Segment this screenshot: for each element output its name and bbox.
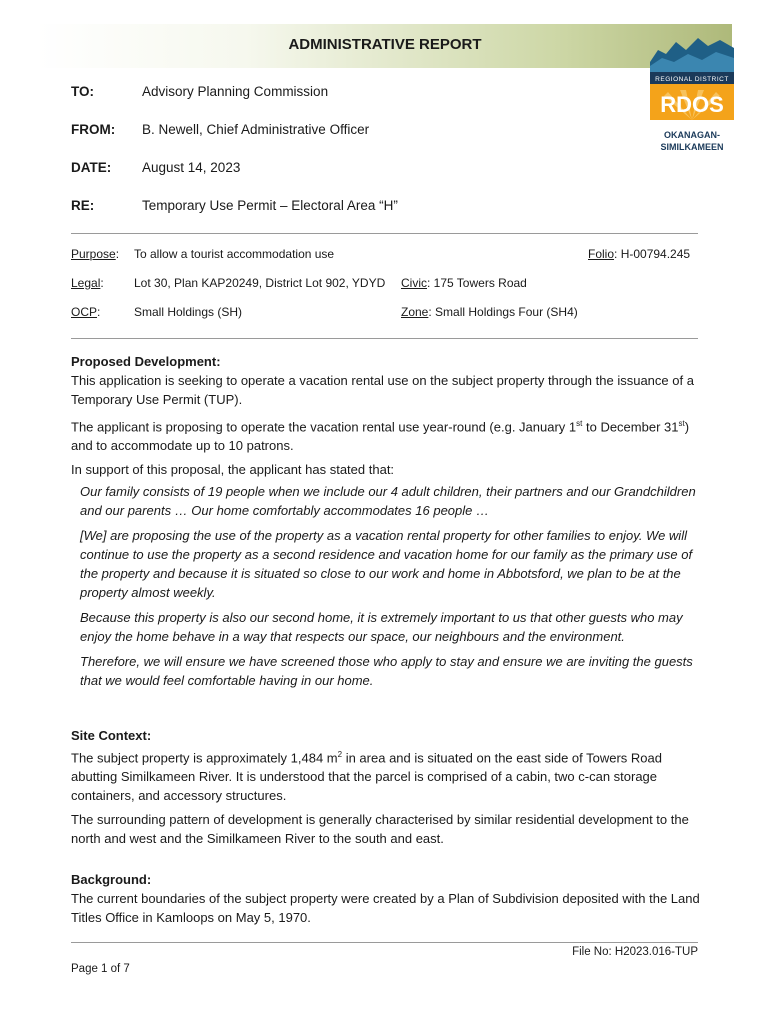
civic-value: 175 Towers Road: [433, 276, 527, 290]
divider-top: [71, 233, 698, 234]
logo-regional-district: REGIONAL DISTRICT: [655, 76, 729, 83]
proposed-paragraph-3: In support of this proposal, the applicant has stated that:: [71, 462, 395, 478]
civic-field: Civic: 175 Towers Road: [401, 276, 527, 290]
memo-re-value: Temporary Use Permit – Electoral Area “H”: [142, 198, 398, 213]
site-section: [71, 726, 701, 848]
zone-value: Small Holdings Four (SH4): [435, 305, 578, 319]
logo-abbr: RDOS: [660, 92, 724, 117]
page-number: Page 1 of 7: [71, 963, 130, 975]
memo-re-label: RE:: [71, 198, 95, 213]
background-paragraph-1: The current boundaries of the subject property were created by a Plan of Subdivision deposited with the Land Titles Office in Kamloops on May 5, 1970.: [71, 891, 700, 925]
background-heading: Background:: [71, 872, 152, 887]
site-paragraph-2: The surrounding pattern of development is generally characterised by similar residential development to the north and west and the Similkameen River to the south and east.: [71, 812, 689, 847]
proposed-heading: Proposed Development:: [71, 354, 221, 369]
applicant-quote-2: [We] are proposing the use of the property as a vacation rental property for other families to enjoy. We will continue to use the property as a second residence and vacation home for our family as the primary use of the property and because it is situated so close to our work and home in Abbotsford, we plan to be at the property almost weekly.: [80, 528, 693, 601]
footer-divider: [71, 942, 698, 943]
proposed-paragraph-1: This application is seeking to operate a vacation rental use on the subject property through the issuance of a Temporary Use Permit (TUP).: [71, 373, 694, 407]
rdos-logo-graphic: [650, 32, 734, 154]
rdos-logo: [650, 32, 734, 154]
ocp-field: OCP:: [71, 305, 101, 319]
legal-field: Legal:: [71, 276, 104, 290]
applicant-quote-4: Therefore, we will ensure we have screened those who apply to stay and ensure we are inviting the guests that we would feel comfortable having in our home.: [80, 654, 693, 689]
applicant-quote-3: Because this property is also our second home, it is extremely important to us that other guests who may enjoy the home behave in a way that respects our space, our neighbours and the environment.: [80, 610, 683, 645]
background-section: [71, 870, 701, 927]
purpose-field: Purpose:: [71, 247, 120, 261]
site-paragraph-1: The subject property is approximately 1,484 $m^2$ in area and is situated on the east side of Towers Road abutting Similkameen River. It is understood that the parcel is comprised of a cabin, two c-can storage containers, and accessory structures.: [71, 750, 662, 804]
folio-field: Folio: H-00794.245: [588, 247, 691, 261]
proposed-paragraph-2: The applicant is proposing to operate the vacation rental use year-round (e.g. January 1st to December 31st) and to accommodate up to 10 patrons.: [71, 419, 690, 454]
legal-label: Legal: [71, 276, 101, 290]
zone-label: Zone: [401, 305, 429, 319]
purpose-label: Purpose: [71, 247, 116, 261]
memo-from-value: B. Newell, Chief Administrative Officer: [142, 122, 370, 137]
report-title: ADMINISTRATIVE REPORT: [288, 36, 482, 53]
legal-value: Lot 30, Plan KAP20249, District Lot 902, YDYD: [134, 276, 386, 290]
ocp-value: Small Holdings (SH): [134, 305, 243, 319]
memo-to-label: TO:: [71, 84, 94, 99]
memo-to-value: Advisory Planning Commission: [142, 84, 329, 99]
ocp-label: OCP: [71, 305, 98, 319]
purpose-value: To allow a tourist accommodation use: [134, 247, 335, 261]
site-heading: Site Context:: [71, 728, 152, 743]
logo-name-line2: SIMILKAMEEN: [660, 142, 724, 152]
memo-date-label: DATE:: [71, 160, 112, 175]
memo-date-value: August 14, 2023: [142, 160, 241, 175]
folio-label: Folio: [588, 247, 615, 261]
civic-label: Civic: [401, 276, 427, 290]
divider-bottom: [71, 338, 698, 339]
applicant-quote-1: Our family consists of 19 people when we include our 4 adult children, their partners and our Grandchildren and our parents … Our home comfortably accommodates 16 people …: [80, 484, 696, 519]
zone-field: Zone: Small Holdings Four (SH4): [401, 305, 578, 319]
folio-value: H-00794.245: [620, 247, 691, 261]
proposed-section: [71, 352, 701, 690]
logo-name-line1: OKANAGAN-: [664, 130, 720, 140]
file-number: File No: H2023.016-TUP: [572, 946, 698, 958]
memo-from-label: FROM:: [71, 122, 116, 137]
